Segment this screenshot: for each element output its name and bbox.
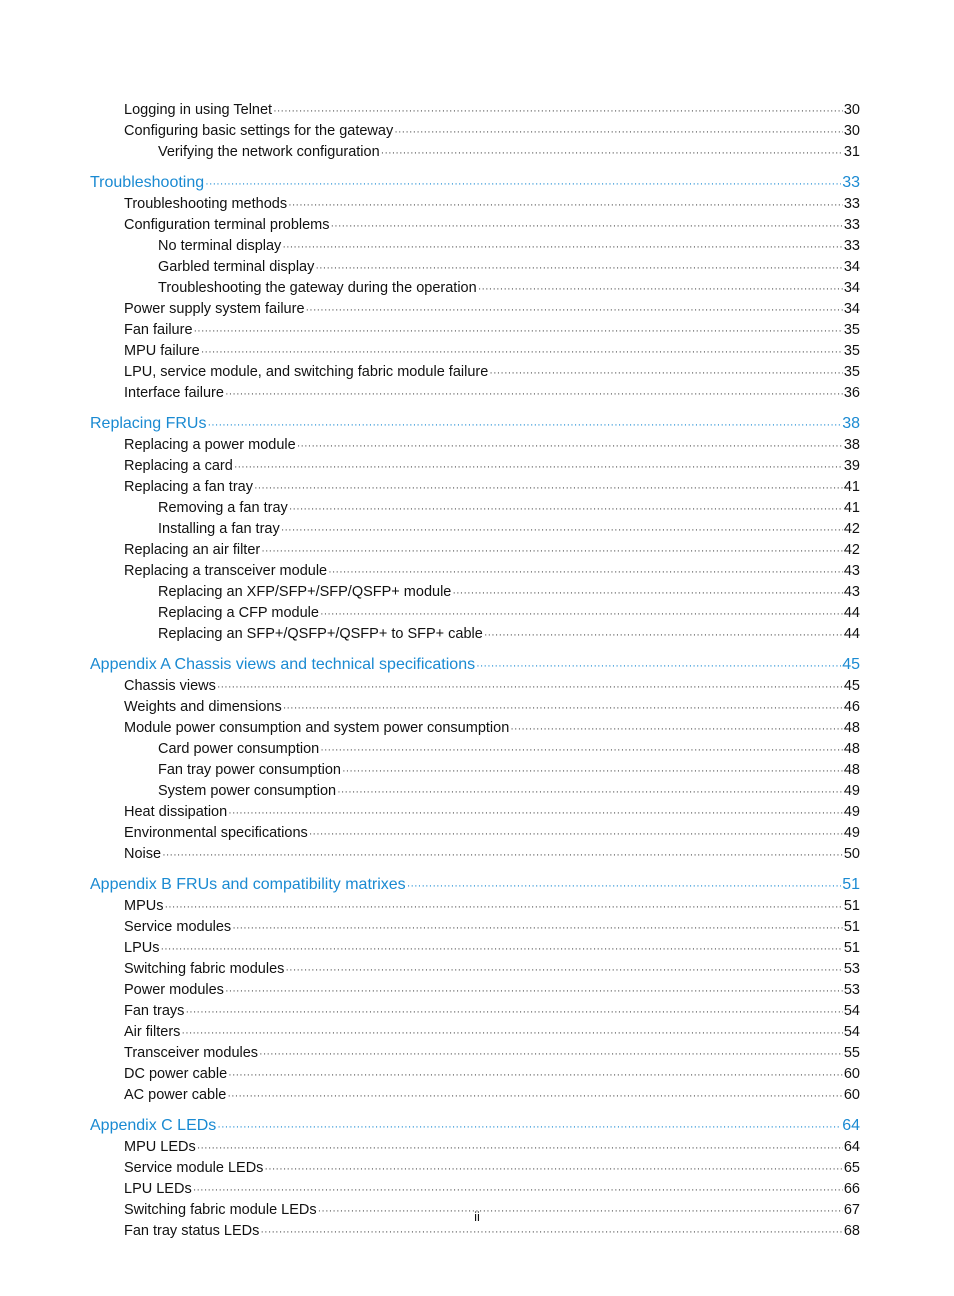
- toc-entry-page: 45: [843, 678, 860, 694]
- toc-chapter-entry[interactable]: [90, 173, 860, 194]
- toc-entry-title: Replacing an air filter: [124, 542, 261, 558]
- toc-section-entry[interactable]: [90, 917, 860, 938]
- toc-entry-page: 54: [843, 1024, 860, 1040]
- toc-section-entry[interactable]: [90, 194, 860, 215]
- toc-entry-title: Replacing FRUs: [90, 415, 207, 432]
- dot-leader: [331, 216, 843, 236]
- dot-leader: [225, 981, 843, 1001]
- toc-section-entry[interactable]: [90, 519, 860, 540]
- dot-leader: [289, 499, 843, 519]
- toc-entry-title: Card power consumption: [158, 741, 320, 757]
- toc-section-entry[interactable]: [90, 697, 860, 718]
- toc-section-entry[interactable]: [90, 215, 860, 236]
- toc-entry-title: Installing a fan tray: [158, 521, 280, 537]
- toc-section-entry[interactable]: [90, 1137, 860, 1158]
- toc-entry-page: 66: [843, 1181, 860, 1197]
- dot-leader: [259, 1044, 843, 1064]
- toc-entry-title: Weights and dimensions: [124, 699, 282, 715]
- toc-entry-page: 34: [843, 280, 860, 296]
- toc-entry-title: Appendix B FRUs and compatibility matrixes: [90, 876, 406, 893]
- toc-entry-title: Service modules: [124, 919, 232, 935]
- dot-leader: [264, 1159, 842, 1179]
- dot-leader: [164, 897, 842, 917]
- dot-leader: [205, 174, 841, 194]
- toc-section-entry[interactable]: [90, 320, 860, 341]
- dot-leader: [162, 845, 843, 865]
- dot-leader: [254, 478, 843, 498]
- toc-entry-page: 55: [843, 1045, 860, 1061]
- toc-entry-title: Configuring basic settings for the gateway: [124, 123, 394, 139]
- toc-entry-title: LPU LEDs: [124, 1181, 192, 1197]
- dot-leader: [282, 237, 843, 257]
- toc-entry-page: 53: [843, 982, 860, 998]
- dot-leader: [260, 1222, 842, 1242]
- toc-entry-page: 51: [842, 876, 860, 893]
- toc-entry-title: Interface failure: [124, 385, 224, 401]
- dot-leader: [306, 300, 843, 320]
- toc-entry-title: Environmental specifications: [124, 825, 308, 841]
- toc-entry-page: 41: [843, 500, 860, 516]
- toc-section-entry[interactable]: [90, 142, 860, 163]
- toc-entry-page: 33: [843, 196, 860, 212]
- dot-leader: [194, 321, 843, 341]
- dot-leader: [297, 436, 843, 456]
- toc-entry-page: 49: [843, 825, 860, 841]
- dot-leader: [328, 562, 843, 582]
- dot-leader: [232, 918, 843, 938]
- toc-section-entry[interactable]: [90, 236, 860, 257]
- toc-entry-page: 31: [843, 144, 860, 160]
- dot-leader: [452, 583, 843, 603]
- toc-entry-title: Appendix A Chassis views and technical specifications: [90, 656, 476, 673]
- toc-entry-title: Fan trays: [124, 1003, 185, 1019]
- dot-leader: [197, 1138, 843, 1158]
- toc-entry-page: 43: [843, 563, 860, 579]
- dot-leader: [407, 876, 842, 896]
- toc-section-entry[interactable]: [90, 456, 860, 477]
- toc-section-entry[interactable]: [90, 896, 860, 917]
- dot-leader: [185, 1002, 842, 1022]
- toc-entry-page: 34: [843, 301, 860, 317]
- toc-entry-title: Heat dissipation: [124, 804, 228, 820]
- toc-entry-title: Module power consumption and system power consumption: [124, 720, 510, 736]
- toc-section-entry[interactable]: [90, 1001, 860, 1022]
- toc-entry-page: 67: [843, 1202, 860, 1218]
- toc-section-entry[interactable]: [90, 781, 860, 802]
- toc-entry-title: Replacing a fan tray: [124, 479, 253, 495]
- dot-leader: [320, 604, 843, 624]
- toc-section-entry[interactable]: [90, 435, 860, 456]
- toc-chapter-entry[interactable]: [90, 414, 860, 435]
- toc-entry-title: Troubleshooting: [90, 174, 205, 191]
- dot-leader: [234, 457, 843, 477]
- dot-leader: [285, 960, 842, 980]
- toc-entry-title: LPUs: [124, 940, 160, 956]
- dot-leader: [160, 939, 842, 959]
- toc-section-entry[interactable]: [90, 121, 860, 142]
- toc-entry-title: Transceiver modules: [124, 1045, 259, 1061]
- toc-section-entry[interactable]: [90, 477, 860, 498]
- dot-leader: [315, 258, 843, 278]
- toc-entry-title: Fan tray status LEDs: [124, 1223, 260, 1239]
- toc-entry-page: 54: [843, 1003, 860, 1019]
- toc-entry-page: 44: [843, 626, 860, 642]
- toc-entry-page: 51: [843, 898, 860, 914]
- toc-chapter-entry[interactable]: [90, 1116, 860, 1137]
- dot-leader: [281, 520, 843, 540]
- toc-entry-title: Verifying the network configuration: [158, 144, 380, 160]
- toc-entry-page: 49: [843, 804, 860, 820]
- toc-entry-title: Fan tray power consumption: [158, 762, 341, 778]
- toc-entry-page: 35: [843, 343, 860, 359]
- dot-leader: [478, 279, 843, 299]
- dot-leader: [217, 677, 843, 697]
- toc-section-entry[interactable]: [90, 257, 860, 278]
- toc-section-entry[interactable]: [90, 739, 860, 760]
- dot-leader: [309, 824, 843, 844]
- toc-entry-title: Air filters: [124, 1024, 181, 1040]
- toc-entry-page: 33: [843, 238, 860, 254]
- dot-leader: [484, 625, 843, 645]
- toc-entry-title: Switching fabric module LEDs: [124, 1202, 317, 1218]
- toc-entry-page: 44: [843, 605, 860, 621]
- toc-entry-title: Switching fabric modules: [124, 961, 285, 977]
- toc-section-entry[interactable]: [90, 1064, 860, 1085]
- page-number: ii: [474, 1209, 480, 1224]
- toc-entry-title: Replacing a CFP module: [158, 605, 319, 621]
- dot-leader: [273, 101, 843, 121]
- toc-entry-page: 53: [843, 961, 860, 977]
- toc-entry-title: Appendix C LEDs: [90, 1117, 217, 1134]
- dot-leader: [394, 122, 843, 142]
- toc-entry-title: Fan failure: [124, 322, 193, 338]
- dot-leader: [261, 541, 843, 561]
- dot-leader: [217, 1117, 841, 1137]
- dot-leader: [320, 740, 843, 760]
- toc-entry-page: 41: [843, 479, 860, 495]
- toc-entry-page: 39: [843, 458, 860, 474]
- toc-entry-title: Troubleshooting the gateway during the operation: [158, 280, 477, 296]
- toc-section-entry[interactable]: [90, 938, 860, 959]
- dot-leader: [342, 761, 843, 781]
- dot-leader: [227, 1086, 843, 1106]
- dot-leader: [228, 803, 843, 823]
- toc-entry-page: 36: [843, 385, 860, 401]
- toc-section-entry[interactable]: [90, 624, 860, 645]
- toc-section-entry[interactable]: [90, 383, 860, 404]
- toc-entry-page: 35: [843, 322, 860, 338]
- toc-chapter-entry[interactable]: [90, 875, 860, 896]
- dot-leader: [228, 1065, 843, 1085]
- toc-entry-page: 48: [843, 762, 860, 778]
- toc-entry-page: 50: [843, 846, 860, 862]
- toc-entry-title: Replacing a power module: [124, 437, 296, 453]
- toc-section-entry[interactable]: [90, 582, 860, 603]
- toc-entry-title: Replacing a transceiver module: [124, 563, 328, 579]
- dot-leader: [381, 143, 843, 163]
- toc-section-entry[interactable]: [90, 561, 860, 582]
- toc-entry-title: Replacing a card: [124, 458, 233, 474]
- toc-entry-page: 49: [843, 783, 860, 799]
- toc-entry-title: Chassis views: [124, 678, 216, 694]
- toc-entry-title: Configuration terminal problems: [124, 217, 330, 233]
- toc-section-entry[interactable]: [90, 718, 860, 739]
- toc-entry-title: System power consumption: [158, 783, 337, 799]
- toc-entry-title: Service module LEDs: [124, 1160, 264, 1176]
- toc-entry-page: 42: [843, 542, 860, 558]
- toc-entry-title: MPU failure: [124, 343, 200, 359]
- dot-leader: [283, 698, 843, 718]
- toc-entry-title: Power modules: [124, 982, 224, 998]
- toc-entry-title: Replacing an SFP+/QSFP+/QSFP+ to SFP+ cable: [158, 626, 483, 642]
- toc-entry-page: 68: [843, 1223, 860, 1239]
- toc-section-entry[interactable]: [90, 362, 860, 383]
- toc-section-entry[interactable]: [90, 980, 860, 1001]
- toc-entry-page: 33: [842, 174, 860, 191]
- toc-section-entry[interactable]: [90, 802, 860, 823]
- toc-section-entry[interactable]: [90, 1085, 860, 1106]
- toc-entry-title: MPUs: [124, 898, 164, 914]
- toc-entry-page: 51: [843, 919, 860, 935]
- toc-entry-title: Power supply system failure: [124, 301, 305, 317]
- toc-entry-page: 65: [843, 1160, 860, 1176]
- toc-entry-page: 34: [843, 259, 860, 275]
- dot-leader: [207, 415, 841, 435]
- toc-entry-page: 42: [843, 521, 860, 537]
- toc-entry-title: Troubleshooting methods: [124, 196, 288, 212]
- toc-entry-page: 30: [843, 102, 860, 118]
- dot-leader: [337, 782, 843, 802]
- toc-section-entry[interactable]: [90, 498, 860, 519]
- toc-entry-page: 48: [843, 720, 860, 736]
- toc-entry-title: Noise: [124, 846, 162, 862]
- toc-entry-page: 51: [843, 940, 860, 956]
- toc-entry-page: 38: [842, 415, 860, 432]
- toc-entry-page: 46: [843, 699, 860, 715]
- toc-entry-page: 60: [843, 1087, 860, 1103]
- toc-section-entry[interactable]: [90, 1158, 860, 1179]
- toc-entry-title: LPU, service module, and switching fabric module failure: [124, 364, 489, 380]
- toc-entry-page: 64: [843, 1139, 860, 1155]
- dot-leader: [225, 384, 843, 404]
- toc-entry-title: Logging in using Telnet: [124, 102, 273, 118]
- toc-entry-title: MPU LEDs: [124, 1139, 196, 1155]
- dot-leader: [193, 1180, 843, 1200]
- toc-entry-title: DC power cable: [124, 1066, 228, 1082]
- toc-section-entry[interactable]: [90, 278, 860, 299]
- toc-section-entry[interactable]: [90, 959, 860, 980]
- toc-entry-page: 43: [843, 584, 860, 600]
- toc-section-entry[interactable]: [90, 1043, 860, 1064]
- toc-section-entry[interactable]: [90, 100, 860, 121]
- dot-leader: [510, 719, 843, 739]
- toc-entry-title: Replacing an XFP/SFP+/SFP/QSFP+ module: [158, 584, 452, 600]
- table-of-contents: [90, 100, 860, 1242]
- toc-section-entry[interactable]: [90, 299, 860, 320]
- toc-section-entry[interactable]: [90, 823, 860, 844]
- toc-section-entry[interactable]: [90, 760, 860, 781]
- toc-section-entry[interactable]: [90, 1179, 860, 1200]
- toc-entry-title: AC power cable: [124, 1087, 227, 1103]
- toc-section-entry[interactable]: [90, 1221, 860, 1242]
- toc-entry-page: 48: [843, 741, 860, 757]
- toc-section-entry[interactable]: [90, 676, 860, 697]
- toc-entry-title: Garbled terminal display: [158, 259, 315, 275]
- toc-section-entry[interactable]: [90, 341, 860, 362]
- toc-section-entry[interactable]: [90, 844, 860, 865]
- toc-entry-page: 60: [843, 1066, 860, 1082]
- toc-section-entry[interactable]: [90, 603, 860, 624]
- dot-leader: [476, 656, 841, 676]
- dot-leader: [181, 1023, 842, 1043]
- toc-entry-title: Removing a fan tray: [158, 500, 288, 516]
- toc-chapter-entry[interactable]: [90, 655, 860, 676]
- toc-entry-page: 35: [843, 364, 860, 380]
- dot-leader: [489, 363, 843, 383]
- toc-entry-page: 45: [842, 656, 860, 673]
- dot-leader: [201, 342, 843, 362]
- toc-entry-page: 38: [843, 437, 860, 453]
- toc-section-entry[interactable]: [90, 540, 860, 561]
- toc-entry-page: 30: [843, 123, 860, 139]
- toc-entry-title: No terminal display: [158, 238, 282, 254]
- toc-section-entry[interactable]: [90, 1022, 860, 1043]
- dot-leader: [288, 195, 843, 215]
- toc-entry-page: 33: [843, 217, 860, 233]
- toc-entry-page: 64: [842, 1117, 860, 1134]
